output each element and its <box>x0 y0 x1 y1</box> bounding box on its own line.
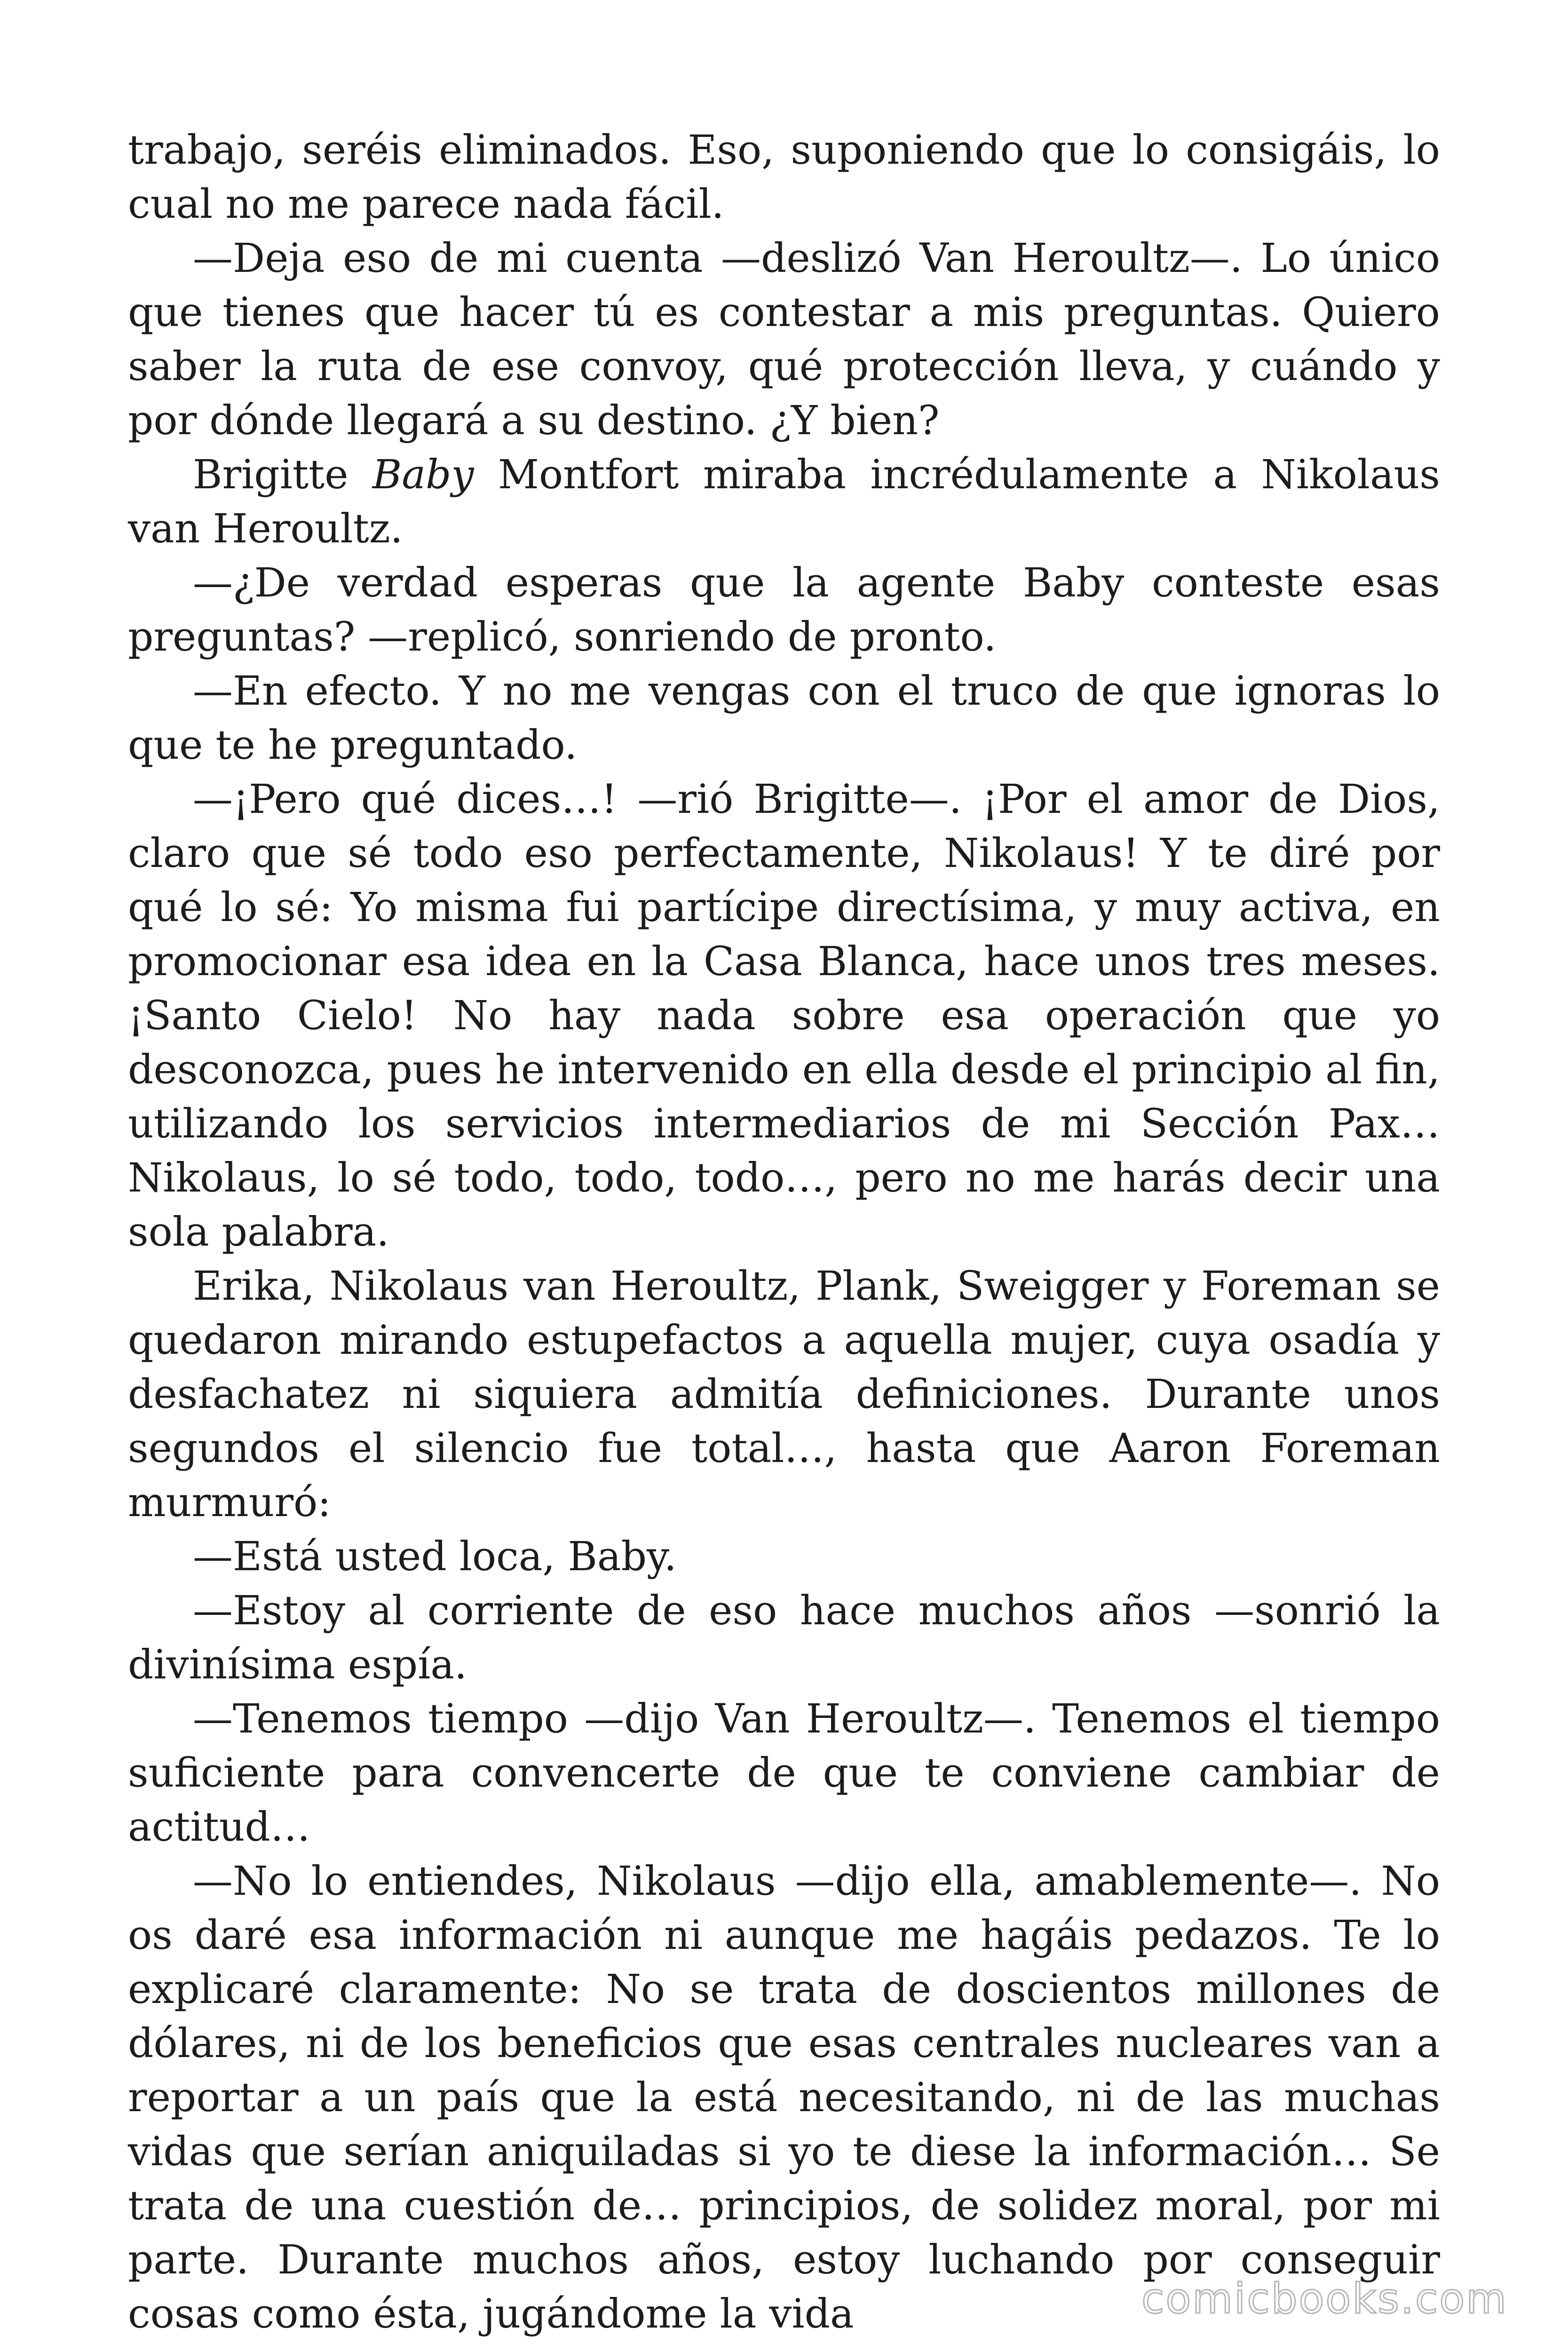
paragraph-6: —¡Pero qué dices…! —rió Brigitte—. ¡Por el amor de Dios, claro que sé todo eso perfectamente, Nikolaus! Y te diré por qué lo sé: Yo misma fui partícipe directísima, y muy activa, en promocionar esa idea en la Casa Blanca, hace unos tres meses. ¡Santo Cielo! No hay nada sobre esa operación que yo desconozca, pues he intervenido en ella desde el principio al fin, utilizando los servicios intermediarios de mi Sección Pax… Nikolaus, lo sé todo, todo, todo…, pero no me harás decir una sola palabra. <box>128 776 1440 1255</box>
paragraph-11: —No lo entiendes, Nikolaus —dijo ella, amablemente—. No os daré esa información ni aunque me hagáis pedazos. Te lo explicaré claramente: No se trata de doscientos millones de dólares, ni de los beneficios que esas centrales nucleares van a reportar a un país que la está necesitando, ni de las muchas vidas que serían aniquiladas si yo te diese la información… Se trata de una cuestión de… principios, de solidez moral, por mi parte. Durante muchos años, estoy luchando por conseguir cosas como ésta, jugándome la vida <box>128 1858 1440 2337</box>
paragraph-3-end: Montfort miraba incrédulamente a Nikolaus van Heroultz. <box>128 452 1441 552</box>
paragraph-3-start: Brigitte <box>193 452 372 498</box>
paragraph-5: —En efecto. Y no me vengas con el truco de que ignoras lo que te he preguntado. <box>128 668 1440 769</box>
site-watermark: comicbooks.com <box>1141 2274 1508 2323</box>
paragraph-9: —Estoy al corriente de eso hace muchos años —sonrió la divinísima espía. <box>128 1588 1440 1688</box>
paragraph-3 <box>128 448 1440 556</box>
paragraph-4: —¿De verdad esperas que la agente Baby conteste esas preguntas? —replicó, sonriendo de pronto. <box>128 560 1440 660</box>
book-page <box>128 123 1440 2341</box>
paragraph-10: —Tenemos tiempo —dijo Van Heroultz—. Tenemos el tiempo suficiente para convencerte de que te conviene cambiar de actitud… <box>128 1696 1440 1851</box>
paragraph-7: Erika, Nikolaus van Heroultz, Plank, Sweigger y Foreman se quedaron mirando estupefactos a aquella mujer, cuya osadía y desfachatez ni siquiera admitía definiciones. Durante unos segundos el silencio fue total…, hasta que Aaron Foreman murmuró: <box>128 1263 1440 1526</box>
paragraph-8: —Está usted loca, Baby. <box>193 1534 677 1580</box>
italic-nickname: Baby <box>372 452 474 498</box>
paragraph-2: —Deja eso de mi cuenta —deslizó Van Heroultz—. Lo único que tienes que hacer tú es contestar a mis preguntas. Quiero saber la ruta de ese convoy, qué protección lleva, y cuándo y por dónde llegará a su destino. ¿Y bien? <box>128 235 1440 444</box>
paragraph-1: trabajo, seréis eliminados. Eso, suponiendo que lo consigáis, lo cual no me parece nada fácil. <box>128 127 1440 228</box>
